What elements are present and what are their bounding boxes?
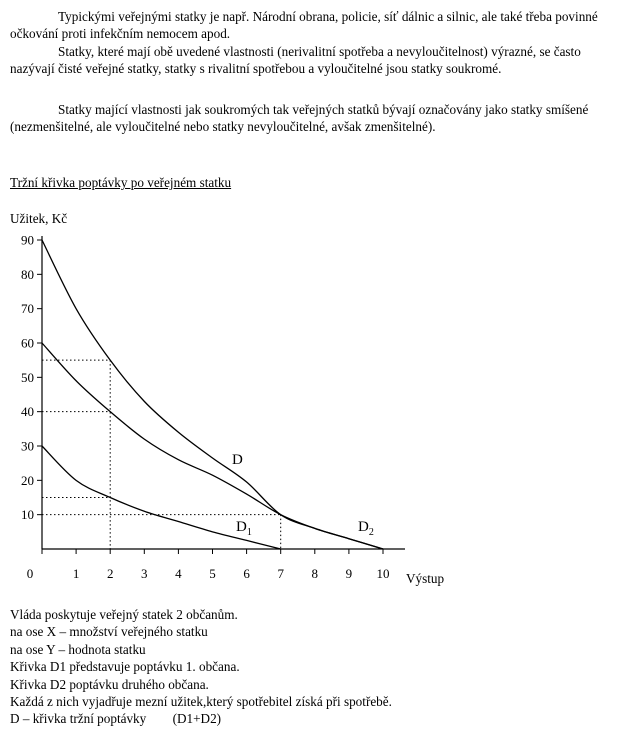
y-tick-label: 10	[21, 507, 34, 523]
chart-axes	[37, 236, 405, 554]
y-tick-label: 60	[21, 335, 34, 351]
x-tick-label: 6	[243, 566, 250, 581]
x-tick-label: 0	[26, 566, 34, 581]
note-line: Každá z nich vyjadřuje mezní užitek,který spotřebitel získá při spotřebě.	[10, 694, 392, 710]
note-line: Vláda poskytuje veřejný statek 2 občanům.	[10, 607, 238, 622]
curve-d2	[42, 343, 383, 549]
note-line: Křivka D1 představuje poptávku 1. občana.	[10, 659, 240, 675]
x-tick-label: 5	[209, 566, 216, 581]
section-title: Tržní křivka poptávky po veřejném statku	[10, 175, 232, 190]
curve-label-d: D	[232, 452, 243, 468]
paragraph-text: Statky, které mají obě uvedené vlastnosti (nerivalitní spotřeba a nevyloučitelnost) výrazné, se často nazývají čisté veřejné statky, statky s rivalitní spotřebou a vyloučitelné jsou statky soukromé.	[10, 44, 581, 77]
y-tick-label: 50	[21, 369, 34, 385]
y-tick-label: 40	[21, 404, 34, 420]
curve-d	[42, 240, 383, 549]
note-line: na ose Y – hodnota statku	[10, 641, 146, 657]
curve-label-d1: $D_1$	[236, 519, 252, 538]
x-tick-label: 4	[175, 566, 182, 581]
note-line: na ose X – množství veřejného statku	[10, 624, 208, 640]
x-axis-label: Výstup	[406, 571, 445, 586]
x-tick-label: 3	[141, 566, 148, 581]
chart-labels	[21, 233, 390, 582]
y-tick-label: 90	[21, 232, 34, 248]
x-tick-label: 7	[277, 566, 284, 581]
y-tick-label: 20	[21, 472, 34, 488]
y-axis-label: Užitek, Kč	[10, 211, 68, 226]
x-tick-label: 8	[311, 566, 319, 581]
x-tick-label: 2	[106, 566, 114, 581]
note-line: Křivka D2 poptávku druhého občana.	[10, 676, 209, 692]
y-tick-label: 70	[21, 301, 34, 317]
note-line: D – křivka tržní poptávky (D1+D2)	[10, 711, 222, 727]
y-tick-label: 30	[21, 438, 34, 454]
explanatory-notes	[10, 606, 610, 728]
x-tick-label: 1	[72, 566, 80, 581]
y-tick-label: 80	[21, 266, 34, 282]
paragraph-text: Typickými veřejnými statky je např. Národní obrana, policie, síť dálnic a silnic, ale také třeba povinné očkování proti infekčním nemocem apod.	[10, 9, 598, 42]
demand-curves	[42, 240, 383, 549]
x-tick-label: 9	[345, 566, 353, 581]
paragraph-text: Statky mající vlastnosti jak soukromých tak veřejných statků bývají označovány jako statky smíšené (nezmenšitelné, ale vyloučitelné nebo statky nevyloučitelné, avšak zmenšitelné).	[10, 102, 589, 135]
x-tick-label: 10	[376, 566, 390, 581]
curve-label-d2: $D_2$	[358, 519, 374, 538]
